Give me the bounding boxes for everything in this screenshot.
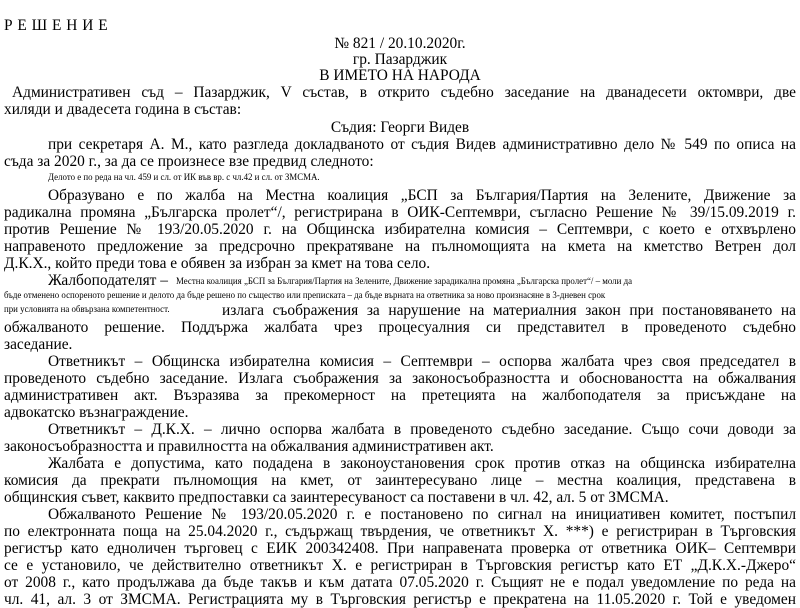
text-line: Образувано е по жалба на Местна коалиция „БСП за България/Партия на Зелените, Движение за <box>48 187 796 204</box>
text-line: общинския съвет, каквито предпоставки са заинтересуваност са поставени в чл. 42, ал. 5 от ЗМСМА. <box>4 489 669 506</box>
text-line: радикална промяна „Българска пролет“/, регистрирана в ОИК-Септември, съгласно Решение № 39/15.09.2019 г. <box>4 204 796 221</box>
legal-basis-note: Делото е по реда на чл. 459 и сл. от ИК във вр. с чл.42 и сл. от ЗМСМА. <box>48 172 320 182</box>
text-line: адвокатско възнаграждение. <box>4 404 189 421</box>
text-line: Д.К.Х., който преди това е обявен за избран за кмет на това село. <box>4 255 431 272</box>
decision-number: № 821 / 20.10.2020г. <box>334 35 466 52</box>
text-line: Ответникът – Общинска избирателна комисия – Септември – оспорва жалбата чрез своя председател в <box>48 353 796 370</box>
text-line: от 2008 г., като продължава да бъде такъв и към датата 07.05.2020 г. Същият не е подал уведомление по реда на <box>4 574 796 591</box>
text-line: при секретаря А. М., като разгледа докладваното от съдия Видев административно дело № 549 по описа на <box>48 136 796 153</box>
text-line: се е установило, че действително ответникът Х. е регистриран в Търговския регистър като ЕТ „Д.К.Х.-Джеро“ <box>4 557 796 574</box>
text-line: по електронната поща на 25.04.2020 г., съдържащ твърдения, че ответникът Х. ***) е регистриран в Търговския <box>4 523 796 540</box>
text-line: хиляди и двадесета година в състав: <box>4 101 242 118</box>
text-line: Обжалваното Решение № 193/20.05.2020 г. е постановено по сигнал на инициативен комитет, постъпил <box>48 506 796 523</box>
appellant-note: бъде отменено оспореното решение и делото да бъде решено по същество или преписката – да бъде върната на ответника за ново произнасяне в 3-дневен срок <box>4 290 606 300</box>
text-line: административен акт. Възразява за прекомерност на претецията на жалбоподателя за присъждане на <box>4 387 796 404</box>
text-line: законосъобразността и правилността на обжалвания административен акт. <box>4 438 494 455</box>
appellant-label: Жалбоподателят – <box>48 272 168 289</box>
text-line: против Решение № 193/20.05.2020 г. на Общинска избирателна комисия – Септември, с което е отхвърлено <box>4 221 796 238</box>
appellant-note: Местна коалиция „БСП за България/Партия на Зелените, Движение зарадикална промяна „Българска пролет“/ – моли да <box>176 276 633 286</box>
text-line: заседание. <box>4 336 73 353</box>
decision-city: гр. Пазарджик <box>352 51 448 68</box>
text-line: съда за 2020 г., за да се произнесе взе предвид следното: <box>4 153 374 170</box>
judge-line: Съдия: Георги Видев <box>330 119 470 136</box>
text-line: проведеното съдебно заседание. Излага съображения за законосъобразността и обосноваността на обжалвания <box>4 370 796 387</box>
text-line: Административен съд – Пазарджик, V състав, в открито съдебно заседание на дванадесети октомври, две <box>12 84 796 101</box>
text-line: чл. 41, ал. 3 от ЗМСМА. Регистрацията му в Търговския регистър е прекратена на 11.05.2020 г. Той е уведомен <box>4 591 796 608</box>
text-line: обжалваното решение. Поддържа жалбата чрез процесуалния си представител в проведеното съдебно <box>4 319 796 336</box>
text-line: направеното предложение за предсрочно прекратяване на пълномощията на кмета на кметство Ветрен дол <box>4 238 796 255</box>
text-line: комисия да прекрати пълномощия на кмет, от заинтересувано лице – местна коалиция, представена в <box>4 472 796 489</box>
in-the-name-of-the-people: В ИМЕТО НА НАРОДА <box>319 67 481 84</box>
text-line: Ответникът – Д.К.Х. – лично оспорва жалбата в проведеното съдебно заседание. Също сочи доводи за <box>48 421 796 438</box>
decision-title: Р Е Ш Е Н И Е <box>4 17 109 34</box>
text-line: излага съображения за нарушение на материалния закон при постановяването на <box>222 302 796 319</box>
text-line: Жалбата е допустима, като подадена в законоустановения срок против отказ на общинска избирателна <box>48 455 796 472</box>
appellant-note: при условията на обвързана компетентност. <box>4 304 170 314</box>
text-line: регистър като едноличен търговец с ЕИК 200342408. При направената проверка от ответника ОИК– Септември <box>4 540 796 557</box>
